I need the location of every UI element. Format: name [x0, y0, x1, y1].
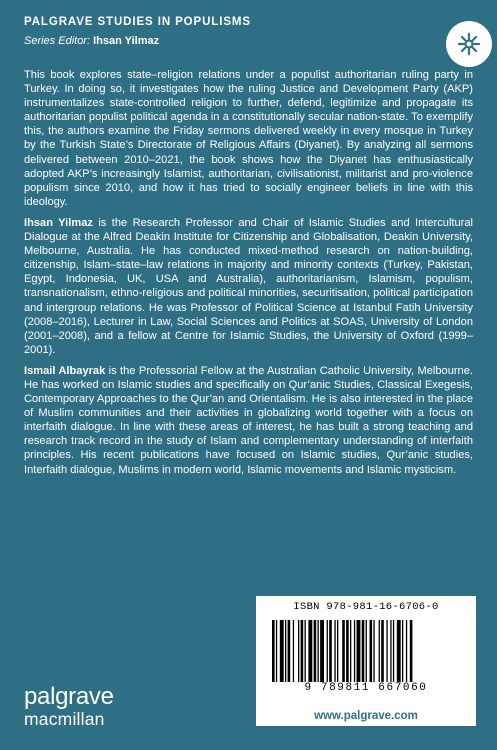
barcode-digits: 9 789811 667060: [304, 682, 428, 694]
book-description: This book explores state–religion relations under a populist authoritarian ruling party in Turkey. In doing so, it investigates how the ruling Justice and Development Party (AKP) instrumentalizes state-controlled religion to further, defend, legitimize and propagate its authoritarian populist political agenda in a constitutionally secular nation-state. To exemplify this, the authors examine the Friday sermons delivered weekly in every mosque in Turkey by the Turkish State’s Directorate of Religious Affairs (Diyanet). By analyzing all sermons delivered between 2010–2021, the book shows how the Diyanet has enthusiastically adopted AKP’s increasingly Islamist, authoritarian, civilisationist, militarist and pro-violence populism since 2010, and how it has tried to socially engineer beliefs in line with this ideology.: [24, 69, 473, 208]
author-bio-text: is the Professorial Fellow at the Australian Catholic University, Melbourne. He has worked on Islamic studies and specifically on Qur’anic Studies, Classical Exegesis, Contemporary Approaches to the Qur’an and Orientalism. He is also interested in the place of Muslim communities and their activities in globalizing world together with a focus on interfaith dialogue. In line with these areas of interest, he has built a strong teaching and research track record in the study of Islam and complementary understanding of interfaith principles. His recent publications have focused on Islamic studies, Qur’anic studies, Interfaith dialogue, Muslims in modern world, Islamic movements and Islamic mysticism.: [24, 364, 473, 476]
barcode-panel: [256, 596, 476, 706]
publisher-url: www.palgrave.com: [256, 706, 476, 726]
series-editor-label: Series Editor:: [24, 35, 91, 47]
back-cover-text: [24, 68, 473, 484]
publisher-logo-line2: macmillan: [24, 709, 105, 729]
publisher-logo-line1: palgrave: [24, 683, 114, 710]
series-title: PALGRAVE STUDIES IN POPULISMS: [24, 16, 251, 28]
author-name: Ihsan Yilmaz: [24, 216, 93, 229]
author-bio-yilmaz: [24, 216, 473, 357]
isbn-label: ISBN 978-981-16-6706-0: [293, 601, 439, 613]
publisher-logo: [24, 685, 114, 729]
series-editor-name: Ihsan Yilmaz: [93, 35, 160, 47]
author-name: Ismail Albayrak: [24, 364, 106, 377]
author-bio-albayrak: [24, 364, 473, 477]
series-editor: [24, 35, 159, 47]
barcode-icon: [272, 620, 460, 682]
author-bio-text: is the Research Professor and Chair of Islamic Studies and Intercultural Dialogue at the Alfred Deakin Institute for Citizenship and Globalisation, Deakin University, Melbourne, Australia. He has conducted mixed-method research on nation-building, citizenship, Islam–state–law relations in majority and minority contexts (Turkey, Pakistan, Egypt, Indonesia, UK, USA and Australia), authoritarianism, Islamism, populism, transnationalism, ethno-religious and political minorities, securitisation, political participation and intergroup relations. He was Professor of Political Science at Istanbul Fatih University (2008–2016), Lecturer in Law, Social Sciences and Politics at SOAS, University of London (2001–2008), and a fellow at Centre for Islamic Studies, the University of Oxford (1999–2001).: [24, 216, 473, 356]
palgrave-sprout-icon: [446, 21, 492, 67]
